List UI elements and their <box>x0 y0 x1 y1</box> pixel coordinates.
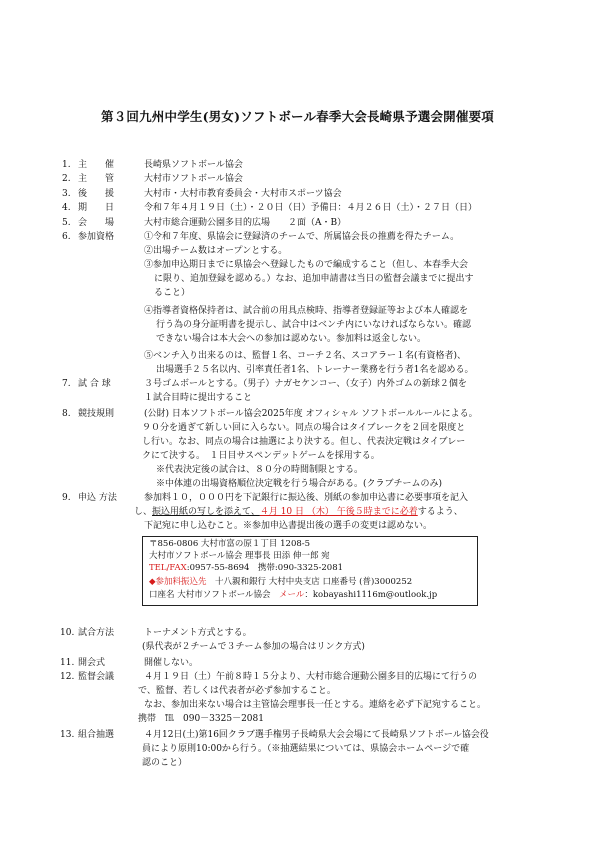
item-12-line: 携帯 ℡ 090－3325－2081 <box>138 714 264 724</box>
item-8-note: ※代表決定後の試合は、８０分の時間制限とする。 <box>156 465 364 475</box>
item-value: (公財) 日本ソフトボール協会2025年度 オフィシャル ソフトボールルールによる。 <box>144 409 478 419</box>
item-value: 長崎県ソフトボール協会 <box>144 160 243 170</box>
item-number: 12. <box>60 672 75 682</box>
item-value: ４月12日(土)第16回クラブ選手権男子長崎県大会会場にて長崎県ソフトボール協会役 <box>144 730 489 740</box>
item-label: 会 場 <box>78 218 115 228</box>
item-number: 11. <box>60 658 75 668</box>
deadline-text: ４月 10 日 （木） 午後５時までに必着 <box>259 507 418 517</box>
mail-value: ：kobayashi1116m@outlook.jp <box>304 590 438 600</box>
item-value: 令和７年４月１９日（土）・２０日（日）予備日：４月２６日（土）・２７日（日） <box>144 203 478 213</box>
item-8-note: ※中体連の出場資格順位決定戦を行う場合がある。(クラブチームのみ) <box>156 479 443 489</box>
item-value: トーナメント方式とする。 <box>144 628 252 638</box>
item-number: 6. <box>62 232 71 242</box>
item-value: 大村市・大村市教育委員会・大村市スポーツ協会 <box>144 189 342 199</box>
contact-phone <box>149 563 343 574</box>
item-label: 期 日 <box>78 203 115 213</box>
tel-label: TEL/FAX <box>149 563 187 573</box>
item-6-line: ③参加申込期日までに県協会へ登録したもので編成すること（但し、本春季大会 <box>144 260 469 270</box>
item-6-line: ⑤ベンチ入り出来るのは、監督１名、コーチ２名、スコアラー１名(有資格者)、 <box>144 351 467 361</box>
item-label: 試合方法 <box>78 628 115 638</box>
contact-org: 大村市ソフトボール協会 理事長 田添 伸一郎 宛 <box>149 551 330 561</box>
item-6-line: 行う為の身分証明書を提示し、試合中はベンチ内にいなければならない。確認 <box>156 320 472 330</box>
item-number: 13. <box>60 730 75 740</box>
item-9-line <box>134 507 463 519</box>
item-number: 3. <box>62 189 71 199</box>
account-value: 口座名 大村市ソフトボール協会 <box>149 590 280 600</box>
item-number: 8. <box>62 409 71 419</box>
item-12-line: なお、参加出来ない場合は主管協会理事長一任とする。連絡を必ず下記宛すること。 <box>144 700 487 710</box>
contact-postal: 〒856-0806 大村市富の原１丁目 1208-5 <box>149 539 311 549</box>
item-value: 参加料１０，０００円を下記銀行に振込後、別紙の参加申込書に必要事項を記入 <box>144 493 469 503</box>
item-number: 9. <box>62 493 71 503</box>
item-label: 試 合 球 <box>78 379 111 389</box>
item-value: ４月１９日（土）午前８時１５分より、大村市総合運動公園多目的広場にて行うの <box>144 672 478 682</box>
item-9-line: 下記宛に申し込むこと。※参加申込書提出後の選手の変更は認めない。 <box>144 521 433 531</box>
item-label: 後 援 <box>78 189 115 199</box>
item-8-line: し行い。なお、同点の場合は抽選により決する。但し、代表決定戦はタイブレー <box>142 437 466 447</box>
contact-bank <box>149 577 412 588</box>
contact-account <box>149 590 437 601</box>
item-6-line: ④指導者資格保持者は、試合前の用具点検時、指導者登録証等および本人確認を <box>144 306 469 316</box>
item-number: 5. <box>62 218 71 228</box>
item-value: 大村市総合運動公園多目的広場 ２面（A・B） <box>144 218 347 228</box>
item-6-line: 出場選手２５名以内、引率責任者1名、トレーナー業務を行う者1名を認める。 <box>156 365 474 375</box>
item-8-line: ９０分を過ぎて新しい回に入らない。同点の場合はタイブレークを２回を限度と <box>142 423 466 433</box>
item-6-line: に限り、追加登録を認める。）なお、追加申請書は当日の監督会議までに提出す <box>154 274 474 284</box>
item-10-line: (県代表が２チームで３チーム参加の場合はリンク方式) <box>142 642 365 652</box>
item-value: ３号ゴムボールとする。（男子）ナガセケンコー、（女子）内外ゴムの新球２個を <box>144 379 467 389</box>
contact-box <box>142 536 478 606</box>
item-9-text: するよう、 <box>417 507 463 517</box>
item-value: ①令和７年度、県協会に登録済のチームで、所属協会長の推薦を得たチーム。 <box>144 232 460 242</box>
item-6-line: ること） <box>154 288 191 298</box>
item-label: 組合抽選 <box>78 730 115 740</box>
bank-label: ◆参加料振込先 <box>149 577 207 587</box>
item-8-line: クにて決する。 １日目サスペンデットゲームを採用する。 <box>142 451 380 461</box>
item-13-line: 員により原則10:00から行う。（※抽選結果については、県協会ホームページで確 <box>142 744 470 754</box>
item-number: 7. <box>62 379 71 389</box>
item-label: 主 催 <box>78 160 115 170</box>
tel-value: :0957-55-8694 携帯:090-3325-2081 <box>186 563 344 573</box>
mail-label: メール <box>279 590 305 600</box>
item-label: 参加資格 <box>78 232 115 242</box>
item-label: 競技規則 <box>78 409 115 419</box>
item-value: 開催しない。 <box>144 658 199 668</box>
item-6-line: できない場合は本大会への参加は認めない。参加料は返金しない。 <box>156 334 427 344</box>
item-9-underlined-text: 振込用紙の写しを添えて、 <box>152 507 260 517</box>
item-label: 申込 方法 <box>78 493 117 503</box>
item-label: 監督会議 <box>78 672 115 682</box>
item-number: 2. <box>62 174 71 184</box>
item-value: 大村市ソフトボール協会 <box>144 174 243 184</box>
item-13-line: 認のこと） <box>142 758 188 768</box>
item-12-line: で、監督、若しくは代表者が必ず参加すること。 <box>138 686 336 696</box>
page-title: 第３回九州中学生(男女)ソフトボール春季大会長崎県予選会開催要項 <box>101 109 494 124</box>
item-number: 4. <box>62 203 71 213</box>
item-9-text: し、 <box>134 507 153 517</box>
item-label: 主 管 <box>78 174 115 184</box>
item-number: 1. <box>62 160 71 170</box>
item-7-line: １試合目時に提出すること <box>144 393 253 403</box>
item-number: 10. <box>60 628 75 638</box>
bank-value: 十八親和銀行 大村中央支店 口座番号 (普)3000252 <box>206 577 413 587</box>
item-6-line: ②出場チーム数はオープンとする。 <box>144 246 288 256</box>
item-label: 開会式 <box>78 658 106 668</box>
